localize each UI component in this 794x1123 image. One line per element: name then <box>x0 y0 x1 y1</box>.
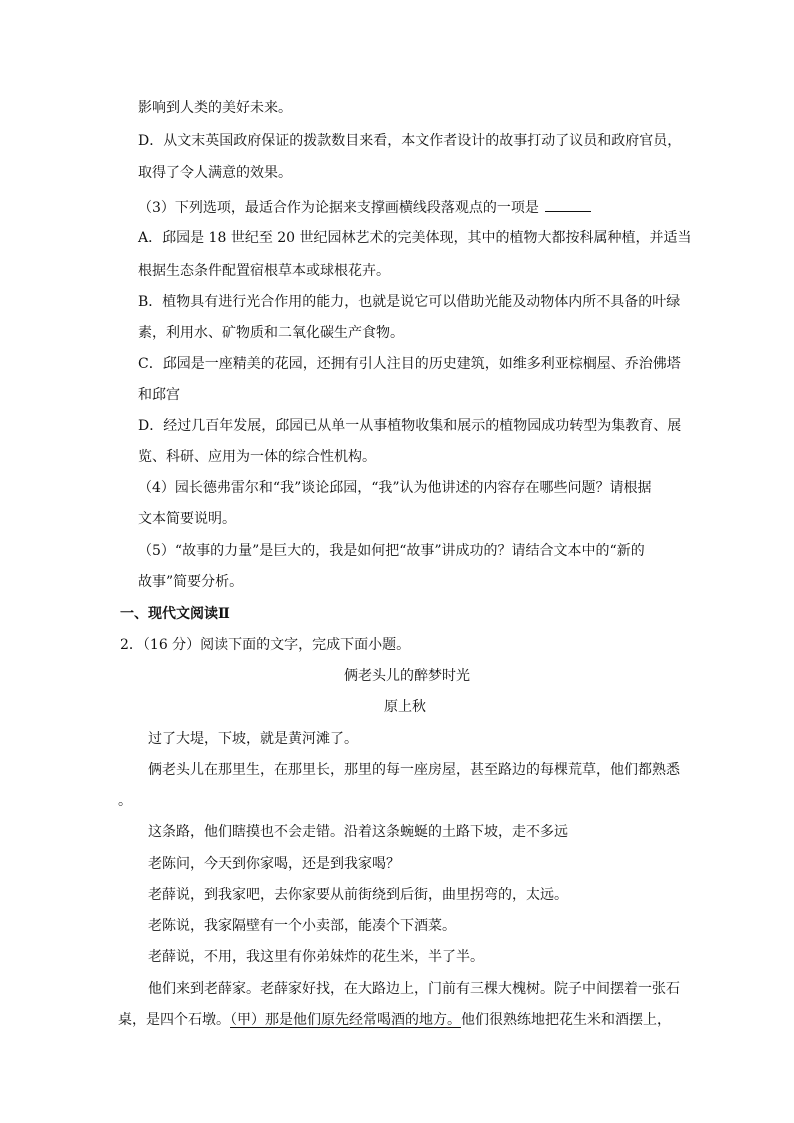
paragraph-line: 俩老头儿在那里生，在那里长，那里的每一座房屋，甚至路边的每棵荒草，他们都熟悉 <box>148 762 680 778</box>
option-b-line: B．植物具有进行光合作用的能力，也就是说它可以借助光能及动物体内所不具备的叶绿 <box>138 294 681 310</box>
paragraph-line: 老薛说，到我家吧，去你家要从前街绕到后街，曲里拐弯的，太远。 <box>148 887 568 903</box>
option-d-line: D．经过几百年发展，邱园已从单一从事植物收集和展示的植物园成功转型为集教育、展 <box>138 418 682 434</box>
paragraph-line: 老陈说，我家隔壁有一个小卖部，能凑个下酒菜。 <box>148 918 456 934</box>
option-d-line: D．从文末英国政府保证的拨款数目来看，本文作者设计的故事打动了议员和政府官员， <box>138 133 682 149</box>
question-3-text: （3）下列选项，最适合作为论据来支撑画横线段落观点的一项是 <box>138 200 539 216</box>
question-4: （4）园长德弗雷尔和“我”谈论邱园，“我”认为他讲述的内容存在哪些问题？请根据 <box>138 480 652 496</box>
text-line: 故事”简要分析。 <box>138 574 244 590</box>
answer-blank <box>545 197 591 212</box>
text-line: 和邱宫 <box>138 387 180 403</box>
text-segment: 他们很熟练地把花生米和酒摆上， <box>461 1012 671 1028</box>
option-c-line: C．邱园是一座精美的花园，还拥有引人注目的历史建筑，如维多利亚棕榈屋、乔治佛塔 <box>138 356 681 372</box>
paragraph-line: 老陈问，今天到你家喝，还是到我家喝？ <box>148 856 400 872</box>
text-line: 取得了令人满意的效果。 <box>138 165 292 181</box>
paragraph-line: 他们来到老薛家。老薛家好找，在大路边上，门前有三棵大槐树。院子中间摆着一张石 <box>148 981 680 997</box>
text-line: 根据生态条件配置宿根草本或球根花卉。 <box>138 263 390 279</box>
question-3 <box>138 197 591 218</box>
text-line: 文本简要说明。 <box>138 511 236 527</box>
question-2-intro: 2．（16 分）阅读下面的文字，完成下面小题。 <box>120 637 411 653</box>
paragraph-line: 这条路，他们瞎摸也不会走错。沿着这条蜿蜒的土路下坡，走不多远 <box>148 824 568 840</box>
story-author: 原上秋 <box>384 699 426 715</box>
text-line: 览、科研、应用为一体的综合性机构。 <box>138 449 376 465</box>
paragraph-line: 过了大堤，下坡，就是黄河滩了。 <box>148 731 358 747</box>
paragraph-line: 老薛说，不用，我这里有你弟妹炸的花生米，半了半。 <box>148 949 484 965</box>
paragraph-line <box>118 1010 671 1030</box>
question-5: （5）“故事的力量”是巨大的，我是如何把“故事”讲成功的？请结合文本中的“新的 <box>138 543 645 559</box>
text-segment: 桌，是四个石墩。 <box>118 1012 230 1028</box>
story-title: 俩老头儿的醉梦时光 <box>344 668 470 684</box>
underlined-sentence-jia: （甲）那是他们原先经常喝酒的地方。 <box>230 1012 461 1028</box>
section-heading: 一、现代文阅读Ⅱ <box>120 606 230 622</box>
paragraph-line: 。 <box>118 793 132 809</box>
text-line: 素，利用水、矿物质和二氧化碳生产食物。 <box>138 325 404 341</box>
option-a-line: A．邱园是 18 世纪至 20 世纪园林艺术的完美体现，其中的植物大都按科属种植，并适当 <box>138 230 692 246</box>
text-line: 影响到人类的美好未来。 <box>138 100 292 116</box>
